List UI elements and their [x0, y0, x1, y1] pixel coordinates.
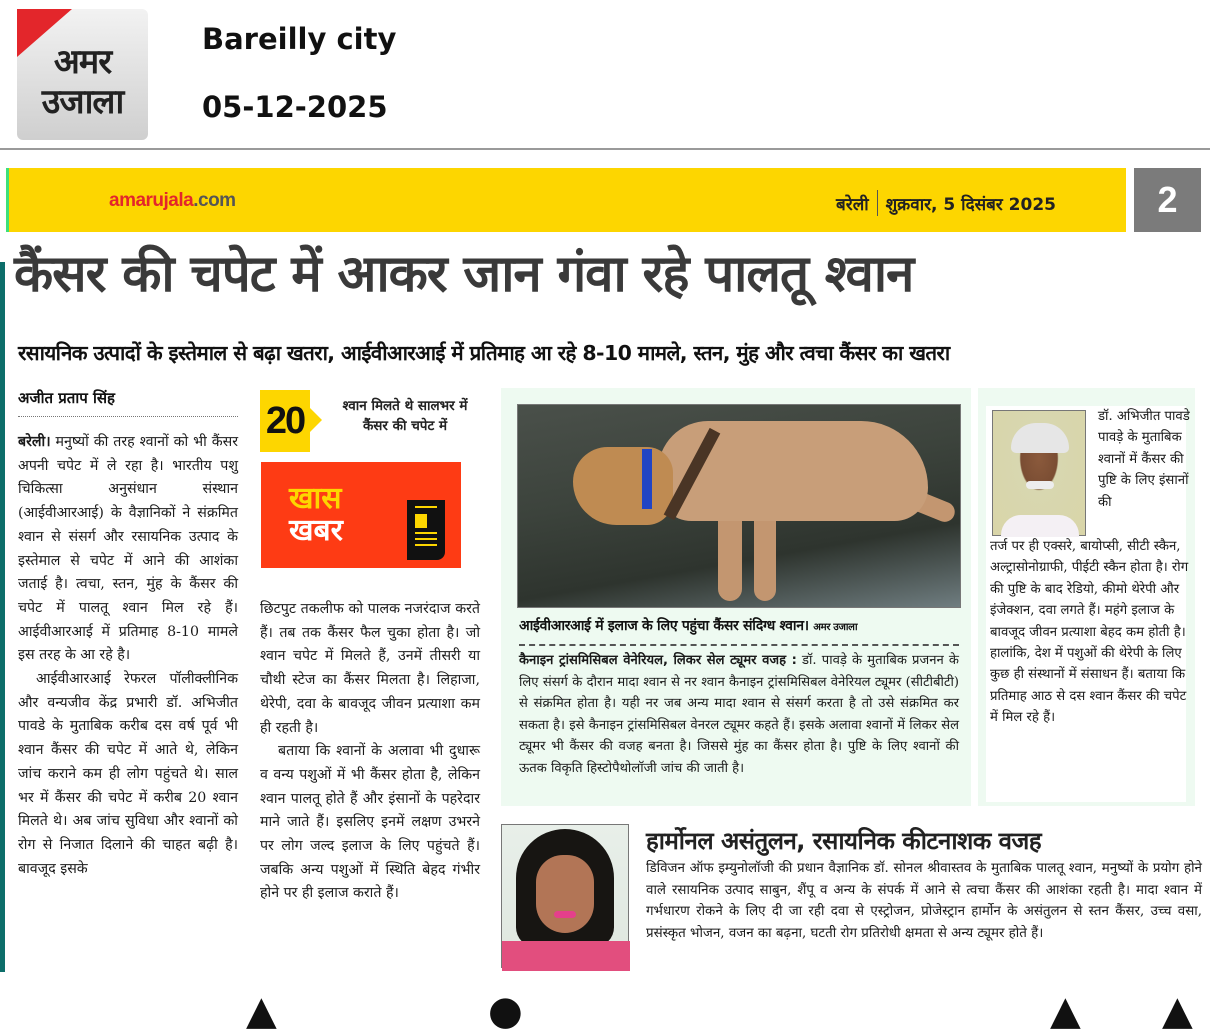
- stat-text: श्वान मिलते थे सालभर में कैंसर की चपेट में: [342, 398, 468, 434]
- photo-caption: आईवीआरआई में इलाज के लिए पहुंचा कैंसर संदिग्ध श्वान। अमर उजाला: [519, 618, 858, 634]
- ctvt-text: डॉ. पावड़े के मुताबिक प्रजनन के लिए संसर्ग के दौरान मादा श्वान से नर श्वान कैनाइन ट्रांसमिसिबल वेनेरियल ट्यूमर (सीटीबीटी) से संक्रमित होता है। यही नर जब अन्य मादा श्वान से संसर्ग करता है तो उसे संक्रमित कर सकता है। इसे कैनाइन ट्रांसमिसिबल वेनरल ट्यूमर कहते हैं। इसके अलावा श्वानों में लिकर सेल ट्यूमर भी कैंसर की वजह बनता है। जिससे मुंह का कैंसर होता है। पुष्टि के लिए श्वानों की ऊतक विकृति हिस्टोपैथोलॉजी जांच की जाती है।: [519, 653, 959, 776]
- dateline: बरेली।: [18, 434, 51, 450]
- doctor-text-top: डॉ. अभिजीत पावडे पावड़े के मुताबिक श्वानों में कैंसर की पुष्टि के लिए इंसानों की: [1098, 409, 1190, 510]
- scientist-photo[interactable]: [501, 824, 629, 968]
- dog-collar: [642, 449, 652, 509]
- newspaper-page: [0, 152, 1210, 1034]
- logo-line-2: उजाला: [41, 82, 124, 122]
- masthead-dateline: [836, 190, 1056, 216]
- masthead-divider: [877, 190, 878, 216]
- column-2: [260, 388, 480, 906]
- masthead-city: बरेली: [836, 194, 869, 215]
- column-1-para-2: आईवीआरआई रेफरल पॉलीक्लीनिक और वन्यजीव केंद्र प्रभारी डॉ. अभिजीत पावडे के मुताबिक करीब दस वर्ष पूर्व भी श्वान कैंसर की चपेट में आते थे, लेकिन जांच कराने कम ही लोग पहुंचते थे। साल भर में कैंसर की चपेट में करीब 20 श्वान मिलते थे। अब जांच सुविधा और श्वानों को रोग से निजात दिलाने की चाहत बढ़ी है। बावजूद इसके: [18, 671, 238, 877]
- dog-head: [573, 447, 673, 525]
- article-subheadline: रसायनिक उत्पादों के इस्तेमाल से बढ़ा खतरा, आईवीआरआई में प्रतिमाह आ रहे 8-10 मामले, स्तन, मुंह और त्वचा कैंसर का खतरा: [18, 341, 950, 365]
- stat-number: 20: [260, 390, 310, 452]
- logo-line-1: अमर: [53, 42, 112, 82]
- doctor-box-inner: [986, 406, 1190, 802]
- doctor-text-below: तर्ज पर ही एक्सरे, बायोप्सी, सीटी स्कैन, अल्ट्रासोनोग्राफी, पीईटी स्कैन होता है। रोग की पुष्टि के बाद रेडियो, कीमो थेरेपी और इंजेक्शन, दवा लगते हैं। महंगे इलाज के बावजूद जीवन प्रत्याशा बेहद कम होती है। हालांकि, देश में पशुओं की थेरेपी के लिए कुछ ही संस्थानों में संसाधन हैं। बताया कि प्रतिमाह आठ से दस श्वान कैंसर की चपेट में मिल रहे हैं।: [990, 539, 1189, 726]
- ctvt-title: कैनाइन ट्रांसमिसिबल वेनेरियल, लिकर सेल ट्यूमर वजह :: [519, 653, 797, 668]
- doctor-photo[interactable]: [992, 410, 1086, 536]
- column-2-body: [260, 598, 480, 906]
- hormonal-text: डिविजन ऑफ इम्युनोलॉजी की प्रधान वैज्ञानिक डॉ. सोनल श्रीवास्तव के मुताबिक पालतू श्वान, मनुष्यों के प्रयोग होने वाले रसायनिक उत्पाद साबुन, शैंपू व अन्य के संपर्क में आने से त्वचा कैंसर की आशंका रहती है। मादा श्वान में गर्भधारण रोकने के लिए दी जा रही दवा से एस्ट्रोजन, प्रोजेस्ट्रान हार्मोन के असंतुलन से स्तन कैंसर, उच्च वसा, प्रसंस्कृत भोजन, वजन का बढ़ना, घटती रोग प्रतिरोधी क्षमता से अन्य ट्यूमर होते हैं।: [646, 861, 1202, 941]
- next-article-cutoff: ▲ ● ▲ ▲: [246, 988, 1193, 1034]
- khas-khabar-line-2: खबर: [289, 513, 343, 548]
- masthead-band: [6, 168, 1126, 232]
- column-1-para-1: मनुष्यों की तरह श्वानों को भी कैंसर अपनी चपेट में ले रहा है। भारतीय पशु चिकित्सा अनुसंधान संस्थान (आईवीआरआई) के वैज्ञानिकों ने संक्रमित श्वान से संसर्ग और रसायनिक उत्पाद के इस्तेमाल से चपेट में आने की आशंका जताई है। त्वचा, स्तन, मुंह के कैंसर की चपेट में पालतू श्वान मिल रहे हैं। आईवीआरआई में प्रतिमाह 8-10 मामले इस तरह के आ रहे है।: [18, 434, 238, 664]
- column-1-body: [18, 431, 238, 881]
- photo-credit: अमर उजाला: [813, 622, 858, 633]
- doctor-box: [978, 388, 1195, 806]
- page-number: 2: [1134, 168, 1201, 232]
- khas-khabar-line-1: खास: [289, 481, 342, 516]
- left-rail-bar: [0, 262, 5, 972]
- hormonal-title: हार्मोनल असंतुलन, रसायनिक कीटनाशक वजह: [646, 827, 1042, 855]
- edition-city: Bareilly city: [202, 22, 397, 56]
- column-2-para-2: बताया कि श्वानों के अलावा भी दुधारू व वन्य पशुओं में भी कैंसर होता है, लेकिन श्वान पालतू होते हैं और इंसानों के पहरेदार माने जाते हैं। इसलिए इनमें लक्षण उभरने पर लोग जल्द इलाज के लिए पहुंचते हैं। जबकि अन्य पशुओं में स्थिति बेहद गंभीर होने पर ही इलाज कराते हैं।: [260, 743, 480, 902]
- site-name[interactable]: [109, 190, 236, 212]
- newspaper-icon: [407, 500, 445, 560]
- column-2-para-1: छिटपुट तकलीफ को पालक नजरंदाज करते हैं। तब तक कैंसर फैल चुका होता है। जो श्वान चपेट में मिलते हैं, उनमें तीसरी या चौथी स्टेज का कैंसर मिलता है। लिहाजा, थेरेपी, दवा के बावजूद जीवन प्रत्याशा कम ही रहती है।: [260, 601, 480, 736]
- masthead-date: शुक्रवार, 5 दिसंबर 2025: [885, 194, 1056, 215]
- photo-sidebar-box: [501, 388, 971, 806]
- dog-photo[interactable]: [517, 404, 961, 608]
- stat-callout: [260, 388, 480, 458]
- site-name-red: amarujala: [109, 190, 194, 211]
- app-header: [0, 0, 1210, 150]
- ctvt-sidebar: [519, 650, 959, 780]
- byline: अजीत प्रताप सिंह: [18, 388, 238, 417]
- khas-khabar-badge: [261, 462, 461, 568]
- article-headline: कैंसर की चपेट में आकर जान गंवा रहे पालतू श्वान: [14, 245, 914, 304]
- amar-ujala-logo[interactable]: [17, 9, 148, 140]
- site-name-domain: .com: [193, 190, 236, 211]
- dashed-divider: [519, 644, 959, 646]
- column-1: [18, 388, 238, 881]
- edition-date: 05-12-2025: [202, 90, 388, 124]
